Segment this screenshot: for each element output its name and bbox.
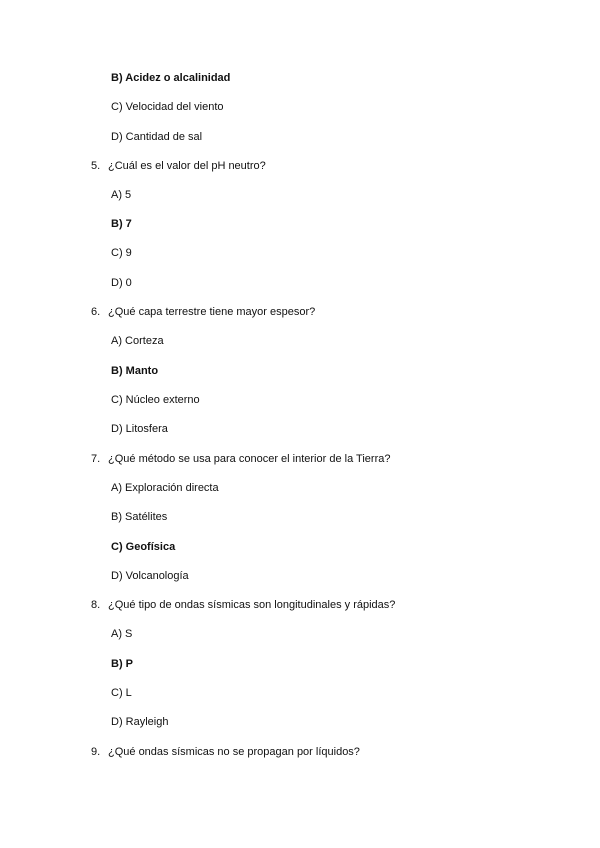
question-number: 9. [91, 746, 101, 758]
question-number: 8. [91, 599, 101, 611]
question-number: 7. [91, 453, 101, 465]
option-line: C) Núcleo externo [111, 394, 200, 406]
option-line: B) Manto [111, 365, 159, 377]
option-line: D) Cantidad de sal [111, 131, 203, 143]
option-line: D) 0 [111, 277, 132, 289]
option-line: C) Velocidad del viento [111, 101, 224, 113]
option-line: B) P [111, 658, 133, 670]
option-line: A) Corteza [111, 335, 164, 347]
question-text: ¿Qué tipo de ondas sísmicas son longitudinales y rápidas? [108, 599, 396, 611]
option-line: B) Acidez o alcalinidad [111, 72, 231, 84]
question-text: ¿Qué método se usa para conocer el interior de la Tierra? [108, 453, 391, 465]
option-line: D) Litosfera [111, 423, 168, 435]
question-number: 6. [91, 306, 101, 318]
option-line: C) Geofísica [111, 541, 176, 553]
option-line: C) 9 [111, 247, 132, 259]
option-line: D) Volcanología [111, 570, 189, 582]
option-line: A) S [111, 628, 133, 640]
option-line: C) L [111, 687, 132, 699]
question-text: ¿Qué capa terrestre tiene mayor espesor? [108, 306, 316, 318]
question-number: 5. [91, 160, 101, 172]
option-line: A) 5 [111, 189, 132, 201]
question-text: ¿Cuál es el valor del pH neutro? [108, 160, 266, 172]
option-line: B) Satélites [111, 511, 168, 523]
option-line: A) Exploración directa [111, 482, 219, 494]
option-line: D) Rayleigh [111, 716, 169, 728]
option-line: B) 7 [111, 218, 132, 230]
question-text: ¿Qué ondas sísmicas no se propagan por líquidos? [108, 746, 360, 758]
